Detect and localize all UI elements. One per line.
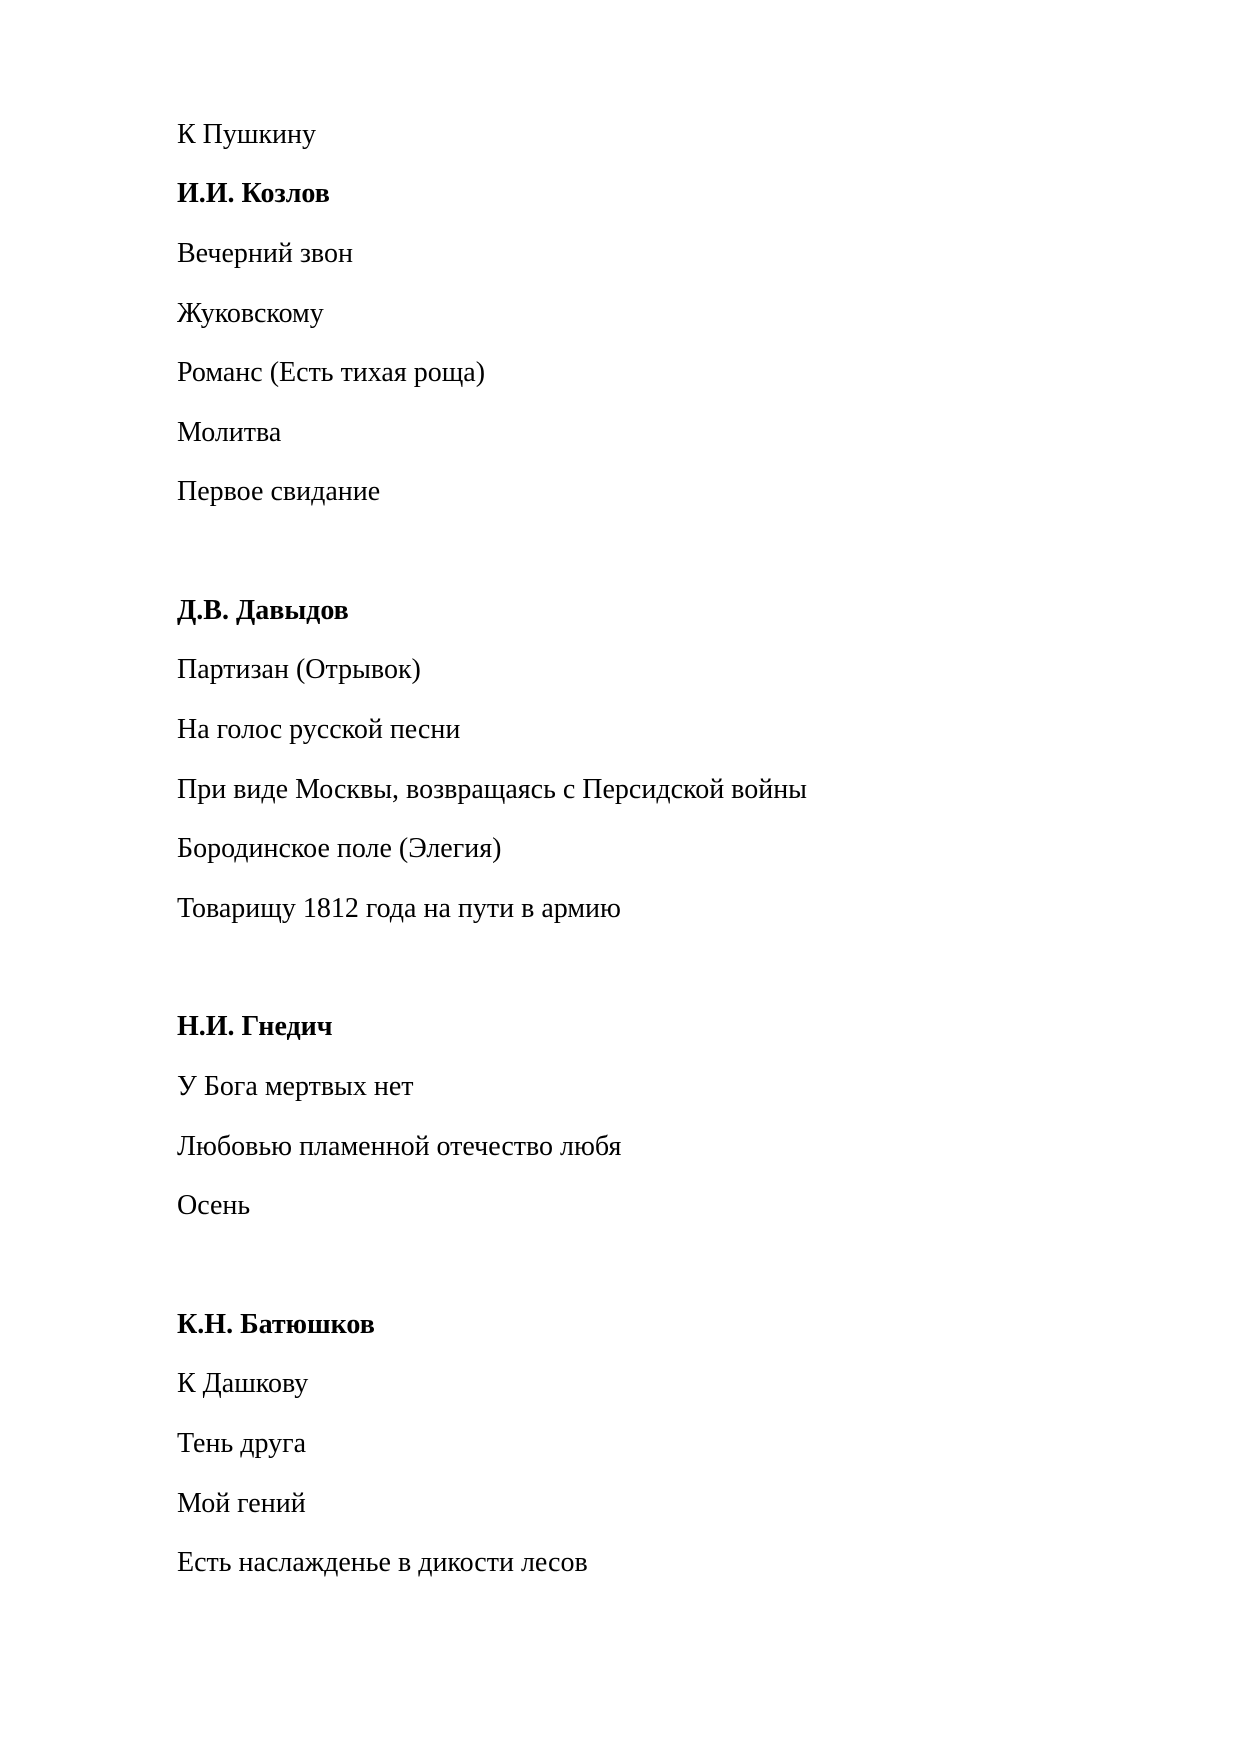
author-heading: Н.И. Гнедич [177, 1011, 333, 1042]
poem-title: Жуковскому [177, 298, 324, 329]
poem-title: У Бога мертвых нет [177, 1071, 414, 1102]
poem-title: На голос русской песни [177, 714, 461, 745]
poem-title: Первое свидание [177, 476, 381, 507]
poem-title: Любовью пламенной отечество любя [177, 1131, 622, 1162]
poem-title: Товарищу 1812 года на пути в армию [177, 893, 621, 924]
poem-title: Партизан (Отрывок) [177, 654, 421, 685]
poem-title: Романс (Есть тихая роща) [177, 357, 486, 388]
poem-title: Бородинское поле (Элегия) [177, 833, 502, 864]
poem-title: При виде Москвы, возвращаясь с Персидской войны [177, 774, 807, 805]
poem-title: Вечерний звон [177, 238, 353, 269]
poem-title: К Дашкову [177, 1368, 309, 1399]
poem-title: Есть наслажденье в дикости лесов [177, 1547, 588, 1578]
poem-title: Мой гений [177, 1488, 306, 1519]
poem-title: Молитва [177, 417, 282, 448]
poem-title: Осень [177, 1190, 251, 1221]
poem-title: Тень друга [177, 1428, 307, 1459]
author-heading: Д.В. Давыдов [177, 595, 349, 626]
author-heading: К.Н. Батюшков [177, 1309, 375, 1340]
author-heading: И.И. Козлов [177, 178, 330, 209]
poem-title: К Пушкину [177, 119, 317, 150]
